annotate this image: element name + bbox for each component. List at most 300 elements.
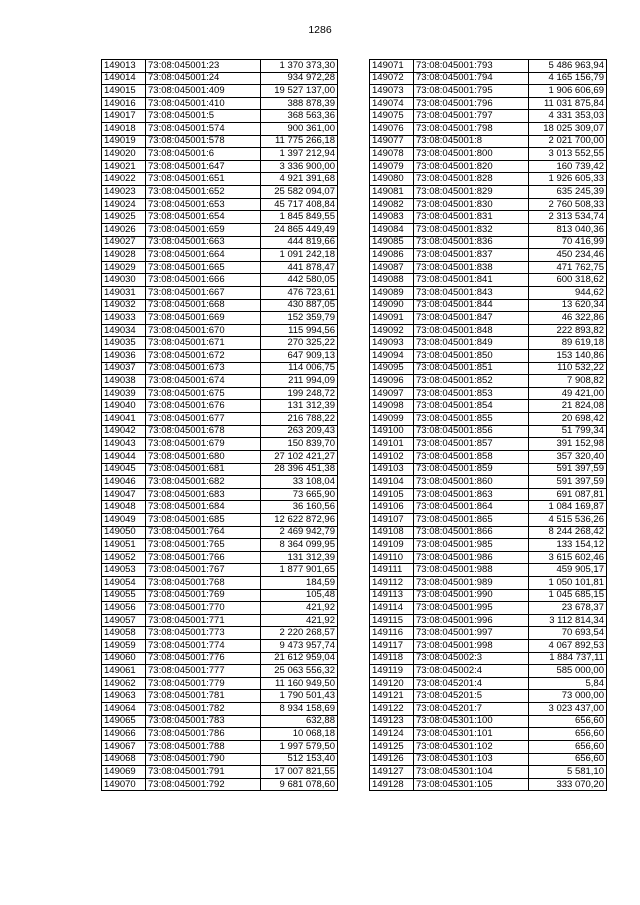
row-number-cell: 149054 [102, 576, 146, 589]
row-number-cell: 149038 [102, 375, 146, 388]
value-cell: 512 153,40 [261, 753, 338, 766]
value-cell: 3 023 437,00 [529, 703, 607, 716]
table-row [370, 299, 607, 312]
table-row [102, 97, 338, 110]
cadastral-number-cell: 73:08:045001:765 [146, 539, 261, 552]
cadastral-number-cell: 73:08:045001:664 [146, 249, 261, 262]
cadastral-number-cell: 73:08:045001:652 [146, 186, 261, 199]
value-cell: 1 084 169,87 [529, 501, 607, 514]
cadastral-number-cell: 73:08:045001:986 [414, 551, 529, 564]
value-cell: 656,60 [529, 753, 607, 766]
row-number-cell: 149020 [102, 148, 146, 161]
cadastral-number-cell: 73:08:045001:855 [414, 413, 529, 426]
value-cell: 459 905,17 [529, 564, 607, 577]
value-cell: 28 396 451,38 [261, 463, 338, 476]
table-row [370, 198, 607, 211]
table-row [102, 438, 338, 451]
table-row [102, 160, 338, 173]
table-row [102, 312, 338, 325]
row-number-cell: 149087 [370, 261, 414, 274]
cadastral-number-cell: 73:08:045001:795 [414, 85, 529, 98]
row-number-cell: 149120 [370, 677, 414, 690]
row-number-cell: 149117 [370, 640, 414, 653]
table-row [370, 665, 607, 678]
cadastral-number-cell: 73:08:045001:685 [146, 513, 261, 526]
value-cell: 199 248,72 [261, 387, 338, 400]
value-cell: 11 775 266,18 [261, 135, 338, 148]
table-row [102, 450, 338, 463]
table-row [370, 236, 607, 249]
cadastral-number-cell: 73:08:045001:866 [414, 526, 529, 539]
value-cell: 184,59 [261, 576, 338, 589]
row-number-cell: 149033 [102, 312, 146, 325]
table-row [370, 173, 607, 186]
cadastral-number-cell: 73:08:045001:864 [414, 501, 529, 514]
table-row [102, 72, 338, 85]
table-row [370, 110, 607, 123]
row-number-cell: 149026 [102, 223, 146, 236]
row-number-cell: 149123 [370, 715, 414, 728]
value-cell: 45 717 408,84 [261, 198, 338, 211]
row-number-cell: 149076 [370, 123, 414, 136]
table-row [102, 627, 338, 640]
table-row [102, 85, 338, 98]
table-row [370, 186, 607, 199]
cadastral-number-cell: 73:08:045301:100 [414, 715, 529, 728]
value-cell: 152 359,79 [261, 312, 338, 325]
table-row [370, 223, 607, 236]
row-number-cell: 149041 [102, 413, 146, 426]
value-cell: 216 788,22 [261, 413, 338, 426]
value-cell: 222 893,82 [529, 324, 607, 337]
row-number-cell: 149105 [370, 488, 414, 501]
page-number: 1286 [308, 24, 332, 36]
cadastral-number-cell: 73:08:045001:675 [146, 387, 261, 400]
value-cell: 19 527 137,00 [261, 85, 338, 98]
value-cell: 110 532,22 [529, 362, 607, 375]
table-row [370, 715, 607, 728]
row-number-cell: 149099 [370, 413, 414, 426]
value-cell: 635 245,39 [529, 186, 607, 199]
table-row [370, 362, 607, 375]
row-number-cell: 149128 [370, 778, 414, 791]
value-cell: 7 908,82 [529, 375, 607, 388]
table-row [370, 324, 607, 337]
value-cell: 430 887,05 [261, 299, 338, 312]
value-cell: 391 152,98 [529, 438, 607, 451]
value-cell: 1 997 579,50 [261, 740, 338, 753]
row-number-cell: 149111 [370, 564, 414, 577]
value-cell: 421,92 [261, 614, 338, 627]
cadastral-number-cell: 73:08:045001:848 [414, 324, 529, 337]
cadastral-number-cell: 73:08:045001:774 [146, 640, 261, 653]
value-cell: 89 619,18 [529, 337, 607, 350]
table-row [370, 85, 607, 98]
cadastral-number-cell: 73:08:045001:782 [146, 703, 261, 716]
value-cell: 1 045 685,15 [529, 589, 607, 602]
value-cell: 421,92 [261, 602, 338, 615]
cadastral-number-cell: 73:08:045001:859 [414, 463, 529, 476]
row-number-cell: 149116 [370, 627, 414, 640]
cadastral-number-cell: 73:08:045002:4 [414, 665, 529, 678]
table-row [102, 564, 338, 577]
row-number-cell: 149119 [370, 665, 414, 678]
value-cell: 73 000,00 [529, 690, 607, 703]
value-cell: 450 234,46 [529, 249, 607, 262]
value-cell: 23 678,37 [529, 602, 607, 615]
table-row [102, 614, 338, 627]
table-row [102, 148, 338, 161]
row-number-cell: 149056 [102, 602, 146, 615]
value-cell: 73 665,90 [261, 488, 338, 501]
value-cell: 4 921 391,68 [261, 173, 338, 186]
value-cell: 51 799,34 [529, 425, 607, 438]
value-cell: 5,84 [529, 677, 607, 690]
table-row [102, 513, 338, 526]
cadastral-number-cell: 73:08:045001:800 [414, 148, 529, 161]
value-cell: 1 370 373,30 [261, 60, 338, 73]
value-cell: 5 581,10 [529, 766, 607, 779]
row-number-cell: 149098 [370, 400, 414, 413]
row-number-cell: 149064 [102, 703, 146, 716]
table-row [102, 463, 338, 476]
table-row [370, 513, 607, 526]
value-cell: 9 681 078,60 [261, 778, 338, 791]
table-row [370, 602, 607, 615]
cadastral-number-cell: 73:08:045001:764 [146, 526, 261, 539]
value-cell: 1 397 212,94 [261, 148, 338, 161]
table-row [370, 450, 607, 463]
row-number-cell: 149017 [102, 110, 146, 123]
value-cell: 4 067 892,53 [529, 640, 607, 653]
cadastral-number-cell: 73:08:045001:837 [414, 249, 529, 262]
value-cell: 691 087,81 [529, 488, 607, 501]
row-number-cell: 149057 [102, 614, 146, 627]
table-row [102, 324, 338, 337]
row-number-cell: 149037 [102, 362, 146, 375]
table-row [370, 728, 607, 741]
row-number-cell: 149079 [370, 160, 414, 173]
row-number-cell: 149073 [370, 85, 414, 98]
table-row [102, 728, 338, 741]
row-number-cell: 149102 [370, 450, 414, 463]
cadastral-number-cell: 73:08:045001:856 [414, 425, 529, 438]
table-row [102, 173, 338, 186]
cadastral-number-cell: 73:08:045001:663 [146, 236, 261, 249]
table-row [102, 135, 338, 148]
cadastral-number-cell: 73:08:045001:797 [414, 110, 529, 123]
cadastral-number-cell: 73:08:045001:832 [414, 223, 529, 236]
row-number-cell: 149125 [370, 740, 414, 753]
cadastral-number-cell: 73:08:045001:852 [414, 375, 529, 388]
value-cell: 131 312,39 [261, 551, 338, 564]
cadastral-number-cell: 73:08:045001:681 [146, 463, 261, 476]
row-number-cell: 149127 [370, 766, 414, 779]
row-number-cell: 149028 [102, 249, 146, 262]
row-number-cell: 149107 [370, 513, 414, 526]
cadastral-number-cell: 73:08:045301:105 [414, 778, 529, 791]
table-row [102, 753, 338, 766]
cadastral-number-cell: 73:08:045001:647 [146, 160, 261, 173]
table-row [102, 715, 338, 728]
table-row [370, 286, 607, 299]
table-row [102, 589, 338, 602]
value-cell: 476 723,61 [261, 286, 338, 299]
row-number-cell: 149063 [102, 690, 146, 703]
value-cell: 647 909,13 [261, 350, 338, 363]
cadastral-number-cell: 73:08:045001:794 [414, 72, 529, 85]
cadastral-number-cell: 73:08:045001:798 [414, 123, 529, 136]
cadastral-number-cell: 73:08:045001:831 [414, 211, 529, 224]
table-row [370, 135, 607, 148]
value-cell: 25 063 556,32 [261, 665, 338, 678]
cadastral-number-cell: 73:08:045001:8 [414, 135, 529, 148]
row-number-cell: 149074 [370, 97, 414, 110]
row-number-cell: 149050 [102, 526, 146, 539]
table-row [102, 665, 338, 678]
row-number-cell: 149095 [370, 362, 414, 375]
cadastral-number-cell: 73:08:045001:666 [146, 274, 261, 287]
row-number-cell: 149051 [102, 539, 146, 552]
cadastral-number-cell: 73:08:045201:7 [414, 703, 529, 716]
table-row [102, 677, 338, 690]
cadastral-number-cell: 73:08:045001:841 [414, 274, 529, 287]
cadastral-number-cell: 73:08:045001:997 [414, 627, 529, 640]
value-cell: 656,60 [529, 715, 607, 728]
table-row [102, 539, 338, 552]
value-cell: 368 563,36 [261, 110, 338, 123]
cadastral-number-cell: 73:08:045001:673 [146, 362, 261, 375]
row-number-cell: 149092 [370, 324, 414, 337]
cadastral-number-cell: 73:08:045001:409 [146, 85, 261, 98]
value-cell: 1 926 605,33 [529, 173, 607, 186]
row-number-cell: 149075 [370, 110, 414, 123]
cadastral-number-cell: 73:08:045001:683 [146, 488, 261, 501]
value-cell: 471 762,75 [529, 261, 607, 274]
table-row [102, 223, 338, 236]
value-cell: 656,60 [529, 728, 607, 741]
row-number-cell: 149083 [370, 211, 414, 224]
row-number-cell: 149030 [102, 274, 146, 287]
cadastral-number-cell: 73:08:045001:779 [146, 677, 261, 690]
row-number-cell: 149066 [102, 728, 146, 741]
value-cell: 900 361,00 [261, 123, 338, 136]
table-row [370, 539, 607, 552]
row-number-cell: 149094 [370, 350, 414, 363]
row-number-cell: 149068 [102, 753, 146, 766]
cadastral-number-cell: 73:08:045001:672 [146, 350, 261, 363]
value-cell: 9 473 957,74 [261, 640, 338, 653]
row-number-cell: 149069 [102, 766, 146, 779]
row-number-cell: 149013 [102, 60, 146, 73]
cadastral-number-cell: 73:08:045001:792 [146, 778, 261, 791]
cadastral-number-cell: 73:08:045001:996 [414, 614, 529, 627]
cadastral-number-cell: 73:08:045301:101 [414, 728, 529, 741]
row-number-cell: 149081 [370, 186, 414, 199]
cadastral-number-cell: 73:08:045001:674 [146, 375, 261, 388]
row-number-cell: 149021 [102, 160, 146, 173]
row-number-cell: 149124 [370, 728, 414, 741]
table-row [370, 526, 607, 539]
cadastral-number-cell: 73:08:045001:858 [414, 450, 529, 463]
table-row [102, 690, 338, 703]
table-row [370, 249, 607, 262]
row-number-cell: 149060 [102, 652, 146, 665]
table-row [370, 160, 607, 173]
cadastral-number-cell: 73:08:045001:796 [414, 97, 529, 110]
cadastral-number-cell: 73:08:045301:103 [414, 753, 529, 766]
value-cell: 211 994,09 [261, 375, 338, 388]
table-row [102, 766, 338, 779]
table-row [370, 375, 607, 388]
row-number-cell: 149096 [370, 375, 414, 388]
table-row [370, 350, 607, 363]
cadastral-number-cell: 73:08:045001:853 [414, 387, 529, 400]
table-row [102, 602, 338, 615]
cadastral-number-cell: 73:08:045001:989 [414, 576, 529, 589]
table-row [102, 740, 338, 753]
value-cell: 813 040,36 [529, 223, 607, 236]
value-cell: 1 845 849,55 [261, 211, 338, 224]
value-cell: 585 000,00 [529, 665, 607, 678]
row-number-cell: 149089 [370, 286, 414, 299]
value-cell: 27 102 421,27 [261, 450, 338, 463]
row-number-cell: 149082 [370, 198, 414, 211]
row-number-cell: 149055 [102, 589, 146, 602]
row-number-cell: 149112 [370, 576, 414, 589]
row-number-cell: 149032 [102, 299, 146, 312]
table-row [370, 337, 607, 350]
cadastral-number-cell: 73:08:045001:668 [146, 299, 261, 312]
cadastral-number-cell: 73:08:045001:677 [146, 413, 261, 426]
cadastral-number-cell: 73:08:045001:768 [146, 576, 261, 589]
value-cell: 46 322,86 [529, 312, 607, 325]
cadastral-number-cell: 73:08:045201:5 [414, 690, 529, 703]
row-number-cell: 149023 [102, 186, 146, 199]
table-row [102, 778, 338, 791]
value-cell: 2 021 700,00 [529, 135, 607, 148]
cadastral-number-cell: 73:08:045001:820 [414, 160, 529, 173]
table-row [370, 387, 607, 400]
row-number-cell: 149126 [370, 753, 414, 766]
table-row [102, 274, 338, 287]
table-row [370, 97, 607, 110]
row-number-cell: 149043 [102, 438, 146, 451]
value-cell: 12 622 872,96 [261, 513, 338, 526]
cadastral-number-cell: 73:08:045001:410 [146, 97, 261, 110]
table-row [102, 387, 338, 400]
value-cell: 1 884 737,11 [529, 652, 607, 665]
table-row [370, 463, 607, 476]
value-cell: 3 112 814,34 [529, 614, 607, 627]
value-cell: 115 994,56 [261, 324, 338, 337]
value-cell: 8 364 099,95 [261, 539, 338, 552]
row-number-cell: 149040 [102, 400, 146, 413]
row-number-cell: 149072 [370, 72, 414, 85]
table-row [102, 362, 338, 375]
row-number-cell: 149065 [102, 715, 146, 728]
cadastral-number-cell: 73:08:045001:684 [146, 501, 261, 514]
cadastral-number-cell: 73:08:045001:985 [414, 539, 529, 552]
table-row [370, 438, 607, 451]
table-row [102, 123, 338, 136]
row-number-cell: 149070 [102, 778, 146, 791]
table-row [102, 337, 338, 350]
cadastral-number-cell: 73:08:045001:781 [146, 690, 261, 703]
table-row [370, 753, 607, 766]
value-cell: 36 160,56 [261, 501, 338, 514]
table-row [102, 488, 338, 501]
table-row [370, 274, 607, 287]
value-cell: 21 612 959,04 [261, 652, 338, 665]
cadastral-number-cell: 73:08:045001:770 [146, 602, 261, 615]
value-cell: 388 878,39 [261, 97, 338, 110]
row-number-cell: 149100 [370, 425, 414, 438]
row-number-cell: 149121 [370, 690, 414, 703]
cadastral-number-cell: 73:08:045001:5 [146, 110, 261, 123]
table-row [370, 677, 607, 690]
row-number-cell: 149106 [370, 501, 414, 514]
row-number-cell: 149046 [102, 476, 146, 489]
row-number-cell: 149036 [102, 350, 146, 363]
table-row [370, 703, 607, 716]
value-cell: 4 165 156,79 [529, 72, 607, 85]
value-cell: 444 819,66 [261, 236, 338, 249]
registry-table-left [101, 59, 338, 791]
cadastral-number-cell: 73:08:045001:767 [146, 564, 261, 577]
row-number-cell: 149103 [370, 463, 414, 476]
cadastral-number-cell: 73:08:045001:863 [414, 488, 529, 501]
cadastral-number-cell: 73:08:045001:671 [146, 337, 261, 350]
table-row [370, 778, 607, 791]
row-number-cell: 149077 [370, 135, 414, 148]
cadastral-number-cell: 73:08:045001:786 [146, 728, 261, 741]
value-cell: 20 698,42 [529, 413, 607, 426]
value-cell: 600 318,62 [529, 274, 607, 287]
row-number-cell: 149104 [370, 476, 414, 489]
cadastral-number-cell: 73:08:045001:829 [414, 186, 529, 199]
table-row [370, 476, 607, 489]
row-number-cell: 149110 [370, 551, 414, 564]
cadastral-number-cell: 73:08:045001:23 [146, 60, 261, 73]
value-cell: 2 313 534,74 [529, 211, 607, 224]
value-cell: 3 615 602,46 [529, 551, 607, 564]
row-number-cell: 149034 [102, 324, 146, 337]
row-number-cell: 149109 [370, 539, 414, 552]
row-number-cell: 149025 [102, 211, 146, 224]
value-cell: 3 336 900,00 [261, 160, 338, 173]
table-row [370, 627, 607, 640]
table-row [370, 652, 607, 665]
value-cell: 4 331 353,03 [529, 110, 607, 123]
value-cell: 18 025 309,07 [529, 123, 607, 136]
cadastral-number-cell: 73:08:045001:669 [146, 312, 261, 325]
cadastral-number-cell: 73:08:045001:653 [146, 198, 261, 211]
cadastral-number-cell: 73:08:045001:788 [146, 740, 261, 753]
cadastral-number-cell: 73:08:045002:3 [414, 652, 529, 665]
row-number-cell: 149067 [102, 740, 146, 753]
table-row [370, 400, 607, 413]
row-number-cell: 149122 [370, 703, 414, 716]
cadastral-number-cell: 73:08:045001:854 [414, 400, 529, 413]
table-row [370, 60, 607, 73]
row-number-cell: 149084 [370, 223, 414, 236]
table-row [370, 740, 607, 753]
row-number-cell: 149080 [370, 173, 414, 186]
row-number-cell: 149058 [102, 627, 146, 640]
row-number-cell: 149078 [370, 148, 414, 161]
value-cell: 24 865 449,49 [261, 223, 338, 236]
